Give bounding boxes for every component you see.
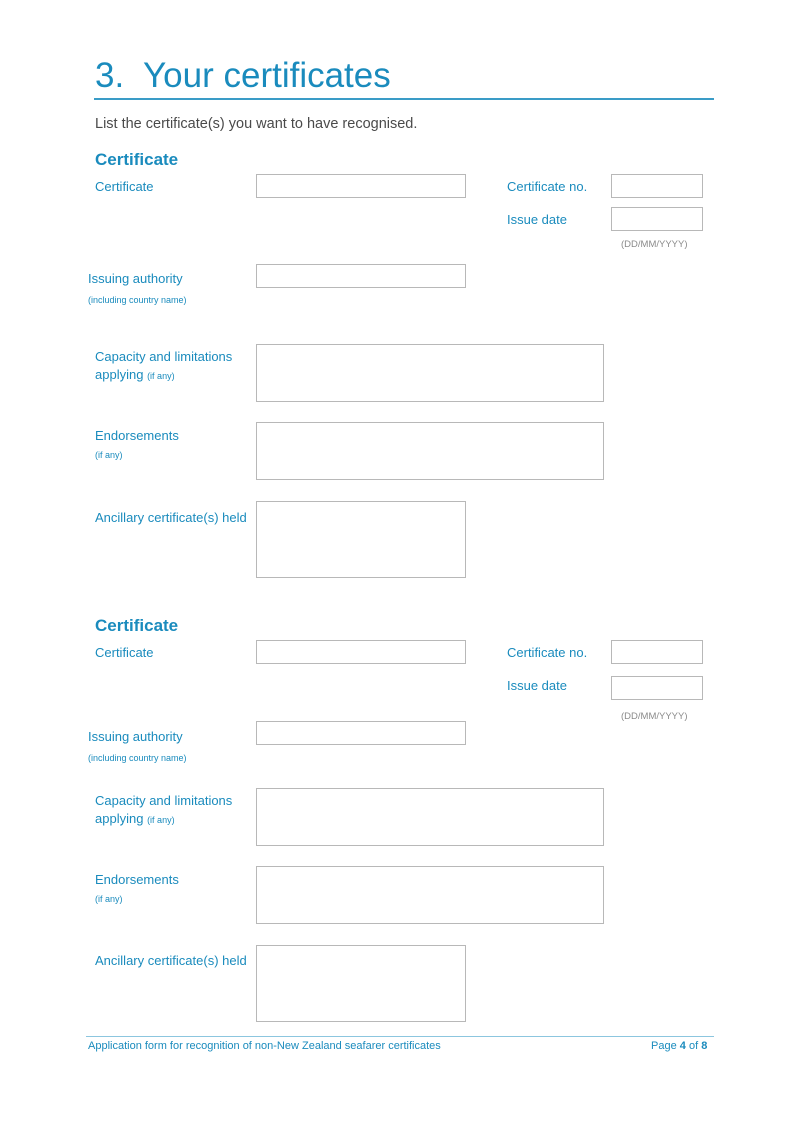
page-prefix: Page xyxy=(651,1040,677,1052)
certificate-no-input[interactable] xyxy=(611,174,703,198)
page-of: of xyxy=(688,1040,699,1052)
page-title xyxy=(95,56,391,96)
page-total: 8 xyxy=(701,1040,708,1052)
ancillary-label: Ancillary certificate(s) held xyxy=(95,510,247,525)
title-divider xyxy=(94,98,714,100)
page-number xyxy=(651,1040,707,1052)
certificate-no-label: Certificate no. xyxy=(507,179,588,194)
issue-date-input[interactable] xyxy=(611,207,703,231)
capacity-label-line1: Capacity and limitations xyxy=(95,793,233,808)
certificate-no-label: Certificate no. xyxy=(507,645,588,660)
section-number: 3. xyxy=(95,56,125,95)
capacity-label-line2: applying xyxy=(95,811,144,826)
issuing-authority-hint: (including country name) xyxy=(88,295,187,305)
endorsements-textarea[interactable] xyxy=(256,866,604,924)
issuing-authority-input[interactable] xyxy=(256,264,466,288)
issuing-authority-label: Issuing authority xyxy=(88,271,183,286)
page-current: 4 xyxy=(679,1040,686,1052)
intro-text: List the certificate(s) you want to have recognised. xyxy=(95,116,418,132)
certificate-no-input[interactable] xyxy=(611,640,703,664)
certificate-input[interactable] xyxy=(256,174,466,198)
issuing-authority-label: Issuing authority xyxy=(88,729,183,744)
date-format-hint: (DD/MM/YYYY) xyxy=(621,711,688,722)
issue-date-label: Issue date xyxy=(507,212,567,227)
endorsements-label: Endorsements xyxy=(95,428,179,443)
certificate-label: Certificate xyxy=(95,645,154,660)
issuing-authority-input[interactable] xyxy=(256,721,466,745)
footer-form-title: Application form for recognition of non-New Zealand seafarer certificates xyxy=(88,1040,441,1052)
endorsements-label: Endorsements xyxy=(95,872,179,887)
certificate-heading: Certificate xyxy=(95,150,179,169)
capacity-hint: (if any) xyxy=(147,815,175,825)
date-format-hint: (DD/MM/YYYY) xyxy=(621,239,688,250)
certificate-input[interactable] xyxy=(256,640,466,664)
issuing-authority-hint: (including country name) xyxy=(88,753,187,763)
ancillary-textarea[interactable] xyxy=(256,945,466,1022)
certificate-label: Certificate xyxy=(95,179,154,194)
capacity-textarea[interactable] xyxy=(256,344,604,402)
ancillary-label: Ancillary certificate(s) held xyxy=(95,953,247,968)
capacity-label-line1: Capacity and limitations xyxy=(95,349,233,364)
capacity-label xyxy=(95,348,232,385)
footer-divider xyxy=(86,1036,714,1037)
capacity-hint: (if any) xyxy=(147,371,175,381)
ancillary-textarea[interactable] xyxy=(256,501,466,578)
capacity-label-line2: applying xyxy=(95,367,144,382)
endorsements-textarea[interactable] xyxy=(256,422,604,480)
capacity-textarea[interactable] xyxy=(256,788,604,846)
capacity-label xyxy=(95,792,232,829)
section-title: Your certificates xyxy=(143,56,391,95)
issue-date-input[interactable] xyxy=(611,676,703,700)
endorsements-hint: (if any) xyxy=(95,894,123,904)
certificate-heading: Certificate xyxy=(95,616,179,635)
issue-date-label: Issue date xyxy=(507,678,567,693)
endorsements-hint: (if any) xyxy=(95,450,123,460)
